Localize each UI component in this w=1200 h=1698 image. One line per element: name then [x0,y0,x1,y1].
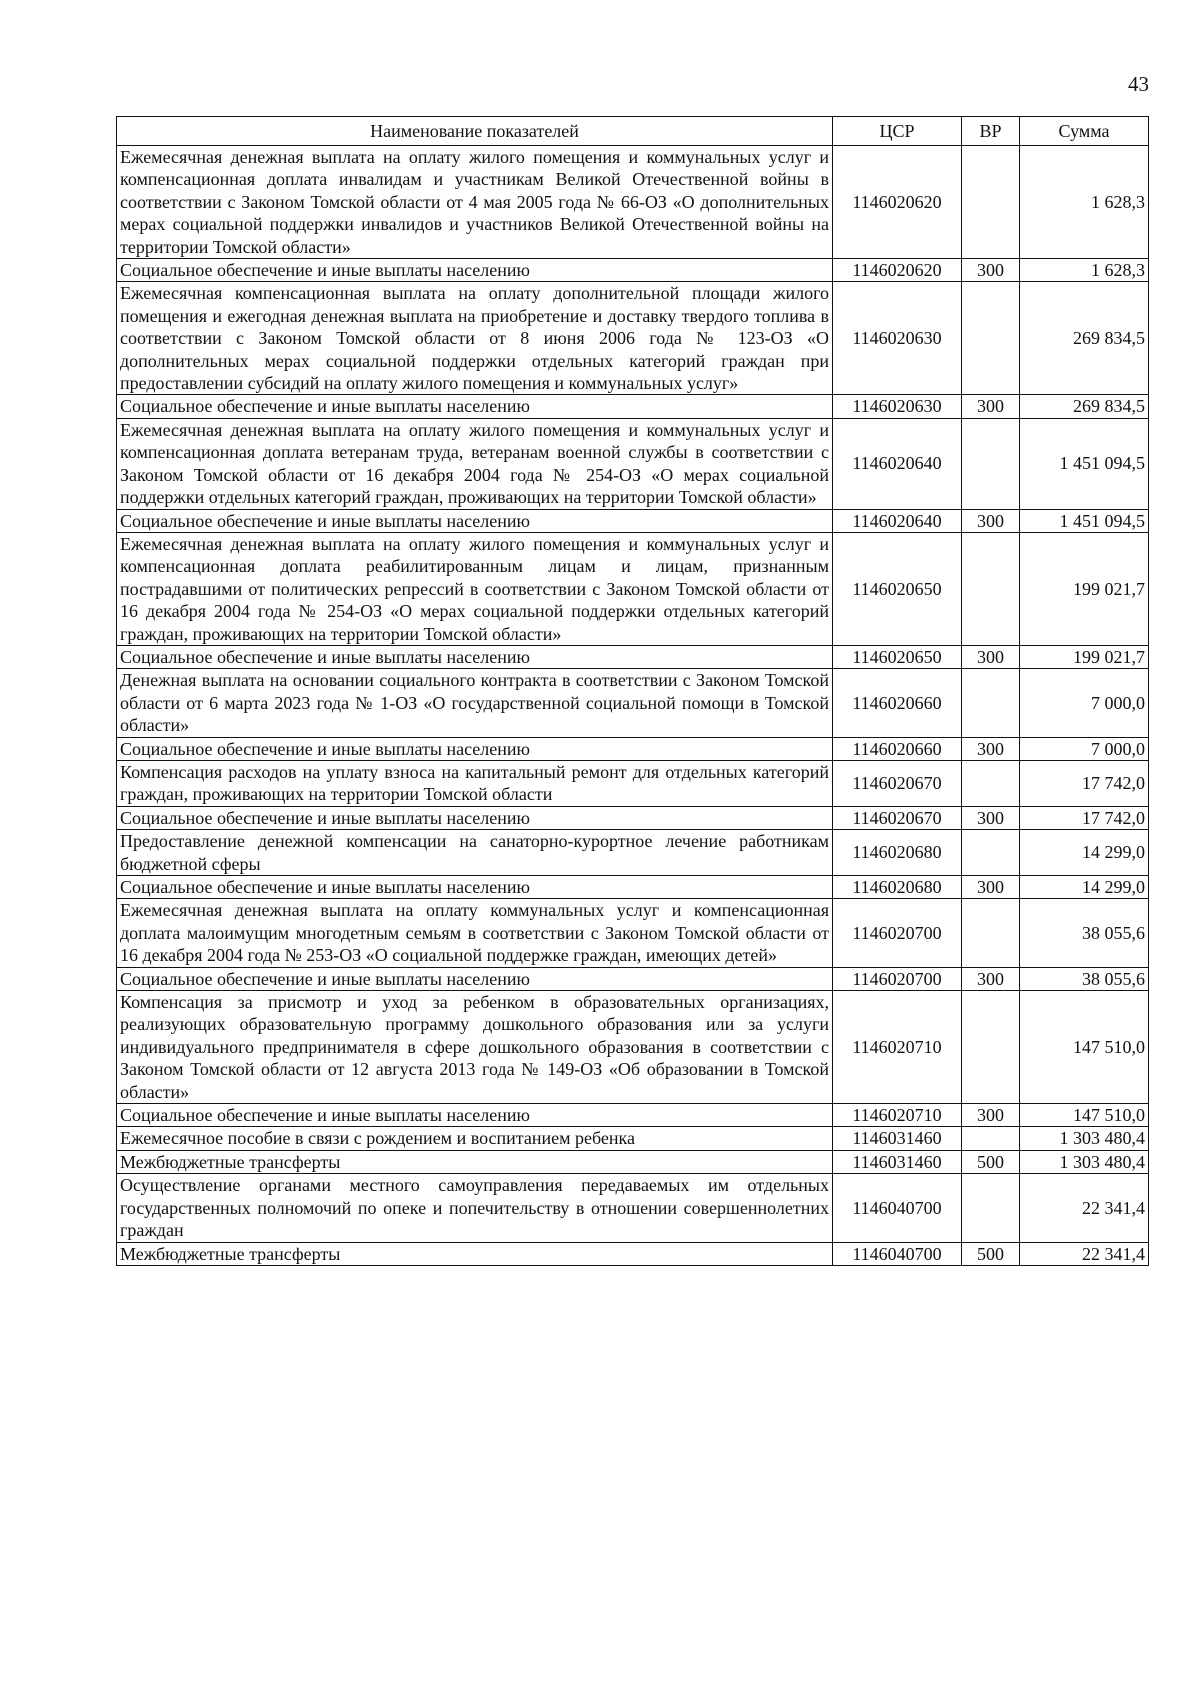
row-vr [962,899,1020,967]
table-row [117,830,1149,876]
row-code: 1146031460 [833,1127,962,1150]
row-name: Социальное обеспечение и иные выплаты населению [117,806,833,829]
row-vr [962,418,1020,509]
table-row [117,509,1149,532]
table-row [117,1104,1149,1127]
row-name: Предоставление денежной компенсации на санаторно-курортное лечение работникам бюджетной сферы [117,830,833,876]
row-sum: 1 303 480,4 [1020,1150,1149,1173]
row-name: Социальное обеспечение и иные выплаты населению [117,645,833,668]
table-row [117,991,1149,1104]
row-code: 1146020620 [833,259,962,282]
table-row [117,532,1149,645]
row-sum: 1 451 094,5 [1020,418,1149,509]
table-row [117,806,1149,829]
table-row [117,282,1149,395]
row-name: Социальное обеспечение и иные выплаты населению [117,395,833,418]
header-vr: ВР [962,117,1020,146]
row-vr [962,760,1020,806]
row-vr: 300 [962,395,1020,418]
row-vr: 500 [962,1150,1020,1173]
row-sum: 14 299,0 [1020,830,1149,876]
row-vr [962,669,1020,737]
row-vr: 300 [962,967,1020,990]
row-name: Социальное обеспечение и иные выплаты населению [117,737,833,760]
table-row [117,259,1149,282]
row-code: 1146020670 [833,760,962,806]
budget-table [116,116,1149,1266]
row-sum: 7 000,0 [1020,669,1149,737]
header-sum: Сумма [1020,117,1149,146]
table-row [117,737,1149,760]
row-code: 1146020640 [833,509,962,532]
row-name: Денежная выплата на основании социального контракта в соответствии с Законом Томской области от 6 марта 2023 года № 1-ОЗ «О государственной социальной помощи в Томской области» [117,669,833,737]
row-vr [962,532,1020,645]
row-code: 1146031460 [833,1150,962,1173]
row-sum: 1 451 094,5 [1020,509,1149,532]
row-vr: 300 [962,1104,1020,1127]
row-vr [962,1174,1020,1242]
row-sum: 269 834,5 [1020,282,1149,395]
row-name: Социальное обеспечение и иные выплаты населению [117,876,833,899]
row-name: Ежемесячная денежная выплата на оплату жилого помещения и коммунальных услуг и компенсационная доплата реабилитированным лицам и лицам, признанным пострадавшими от политических репрессий в соответствии с Законом Томской области от 16 декабря 2004 года № 254-ОЗ «О мерах социальной поддержки отдельных категорий граждан, проживающих на территории Томской области» [117,532,833,645]
row-code: 1146020650 [833,532,962,645]
table-row [117,760,1149,806]
row-sum: 17 742,0 [1020,806,1149,829]
row-sum: 199 021,7 [1020,532,1149,645]
row-name: Ежемесячная денежная выплата на оплату жилого помещения и коммунальных услуг и компенсационная доплата ветеранам труда, ветеранам военной службы в соответствии с Законом Томской области от 16 декабря 2004 года № 254-ОЗ «О мерах социальной поддержки отдельных категорий граждан, проживающих на территории Томской области» [117,418,833,509]
table-row [117,1174,1149,1242]
row-name: Ежемесячная денежная выплата на оплату жилого помещения и коммунальных услуг и компенсационная доплата инвалидам и участникам Великой Отечественной войны в соответствии с Законом Томской области от 4 мая 2005 года № 66-ОЗ «О дополнительных мерах социальной поддержки инвалидов и участников Великой Отечественной войны на территории Томской области» [117,146,833,259]
row-code: 1146040700 [833,1174,962,1242]
table-header-row [117,117,1149,146]
row-sum: 38 055,6 [1020,967,1149,990]
table-row [117,1242,1149,1265]
table-row [117,669,1149,737]
row-vr: 300 [962,876,1020,899]
row-sum: 147 510,0 [1020,991,1149,1104]
row-sum: 147 510,0 [1020,1104,1149,1127]
table-row [117,1150,1149,1173]
row-sum: 7 000,0 [1020,737,1149,760]
row-vr [962,830,1020,876]
row-code: 1146020640 [833,418,962,509]
row-sum: 1 628,3 [1020,146,1149,259]
row-name: Ежемесячное пособие в связи с рождением и воспитанием ребенка [117,1127,833,1150]
row-name: Ежемесячная компенсационная выплата на оплату дополнительной площади жилого помещения и ежегодная денежная выплата на приобретение и доставку твердого топлива в соответствии с Законом Томской области от 8 июня 2006 года № 123-ОЗ «О дополнительных мерах социальной поддержки отдельных категорий граждан при предоставлении субсидий на оплату жилого помещения и коммунальных услуг» [117,282,833,395]
row-vr: 300 [962,806,1020,829]
row-name: Социальное обеспечение и иные выплаты населению [117,509,833,532]
table-row [117,1127,1149,1150]
row-name: Осуществление органами местного самоуправления передаваемых им отдельных государственных полномочий по опеке и попечительству в отношении совершеннолетних граждан [117,1174,833,1242]
row-name: Компенсация за присмотр и уход за ребенком в образовательных организациях, реализующих образовательную программу дошкольного образования или за услуги индивидуального предпринимателя в сфере дошкольного образования в соответствии с Законом Томской области от 12 августа 2013 года № 149-ОЗ «Об образовании в Томской области» [117,991,833,1104]
row-code: 1146020650 [833,645,962,668]
table-row [117,876,1149,899]
row-code: 1146040700 [833,1242,962,1265]
row-code: 1146020710 [833,1104,962,1127]
row-name: Социальное обеспечение и иные выплаты населению [117,1104,833,1127]
row-code: 1146020660 [833,669,962,737]
row-code: 1146020700 [833,967,962,990]
row-vr: 300 [962,509,1020,532]
row-code: 1146020680 [833,830,962,876]
page-number: 43 [1128,72,1149,96]
row-code: 1146020700 [833,899,962,967]
row-sum: 1 303 480,4 [1020,1127,1149,1150]
row-code: 1146020660 [833,737,962,760]
row-code: 1146020710 [833,991,962,1104]
table-row [117,645,1149,668]
row-sum: 17 742,0 [1020,760,1149,806]
row-code: 1146020680 [833,876,962,899]
row-name: Компенсация расходов на уплату взноса на капитальный ремонт для отдельных категорий граждан, проживающих на территории Томской области [117,760,833,806]
row-sum: 38 055,6 [1020,899,1149,967]
row-sum: 14 299,0 [1020,876,1149,899]
header-code: ЦСР [833,117,962,146]
table-row [117,418,1149,509]
row-name: Межбюджетные трансферты [117,1150,833,1173]
header-name: Наименование показателей [117,117,833,146]
table-row [117,967,1149,990]
row-name: Социальное обеспечение и иные выплаты населению [117,259,833,282]
row-code: 1146020670 [833,806,962,829]
row-vr [962,991,1020,1104]
row-sum: 269 834,5 [1020,395,1149,418]
row-sum: 22 341,4 [1020,1174,1149,1242]
table-row [117,899,1149,967]
row-vr: 300 [962,645,1020,668]
row-code: 1146020630 [833,282,962,395]
row-vr [962,146,1020,259]
table-row [117,146,1149,259]
row-sum: 1 628,3 [1020,259,1149,282]
row-vr: 500 [962,1242,1020,1265]
row-code: 1146020620 [833,146,962,259]
row-name: Социальное обеспечение и иные выплаты населению [117,967,833,990]
row-vr [962,1127,1020,1150]
row-code: 1146020630 [833,395,962,418]
row-vr [962,282,1020,395]
row-sum: 199 021,7 [1020,645,1149,668]
row-name: Ежемесячная денежная выплата на оплату коммунальных услуг и компенсационная доплата малоимущим многодетным семьям в соответствии с Законом Томской области от 16 декабря 2004 года № 253-ОЗ «О социальной поддержке граждан, имеющих детей» [117,899,833,967]
row-vr: 300 [962,737,1020,760]
row-sum: 22 341,4 [1020,1242,1149,1265]
row-vr: 300 [962,259,1020,282]
table-body [117,146,1149,1266]
table-row [117,395,1149,418]
row-name: Межбюджетные трансферты [117,1242,833,1265]
